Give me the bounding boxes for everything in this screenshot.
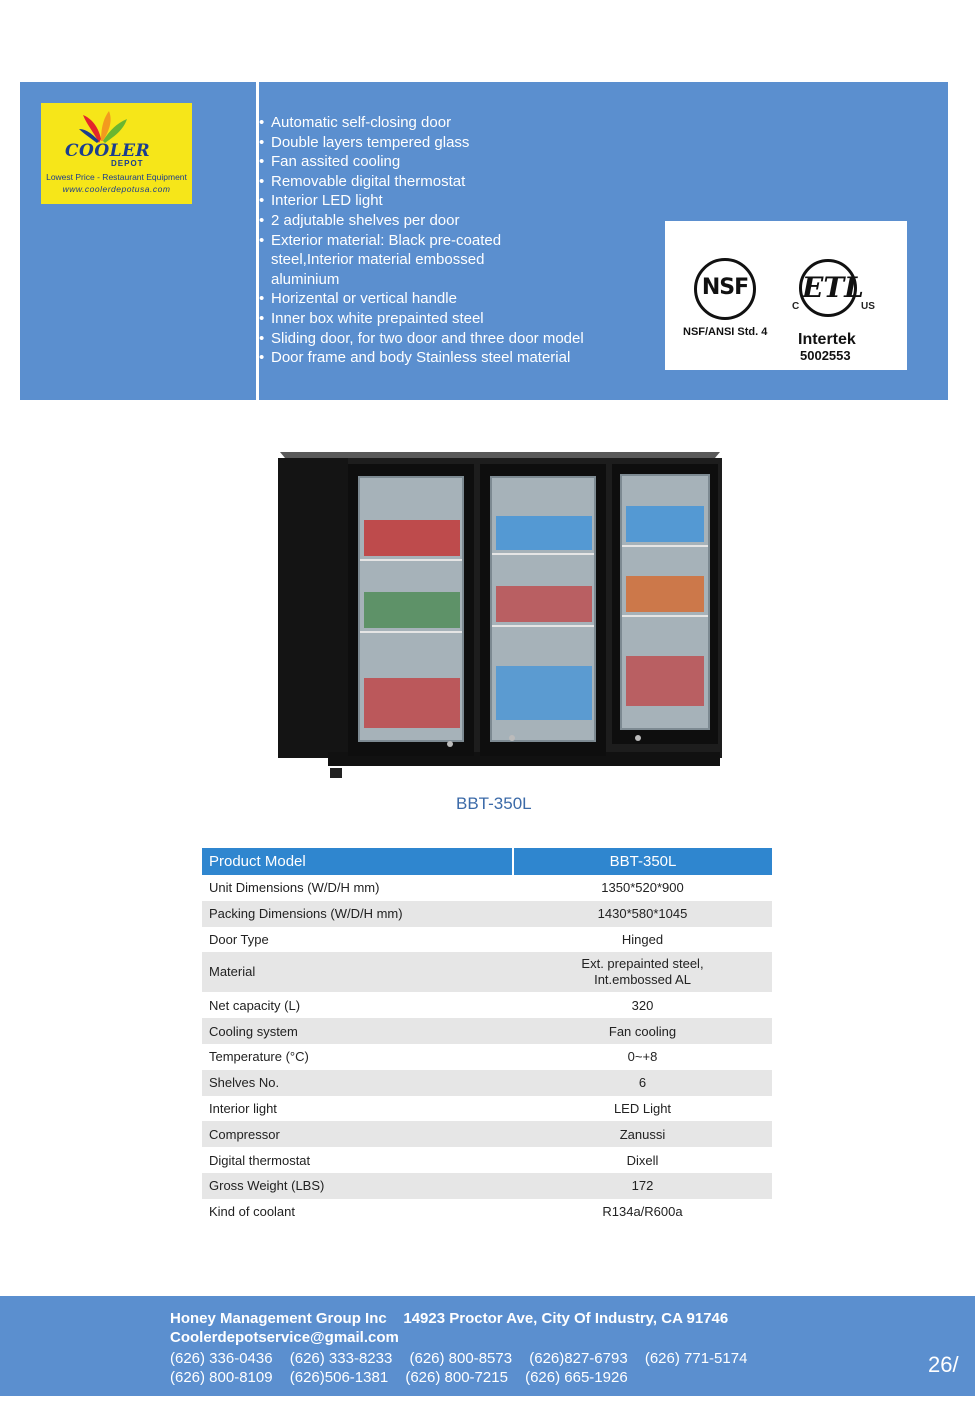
intertek-number: 5002553: [800, 348, 851, 363]
spec-value: 1430*580*1045: [513, 901, 772, 927]
phone-number[interactable]: (626) 800-7215: [405, 1369, 508, 1386]
phone-number[interactable]: (626)827-6793: [529, 1350, 628, 1367]
phone-number[interactable]: (626)506-1381: [289, 1369, 389, 1386]
spec-value: [513, 952, 772, 992]
company-address: [170, 1310, 728, 1327]
phone-number[interactable]: (626) 800-8573: [409, 1350, 513, 1367]
feature-item: • Exterior material: Black pre-coated steel,Interior material embossed aluminium: [259, 231, 511, 290]
product-model-caption: BBT-350L: [456, 794, 532, 813]
phone-number[interactable]: (626) 771-5174: [644, 1350, 748, 1367]
feature-list: [259, 113, 651, 368]
spec-table: [202, 848, 772, 1225]
spec-value: Hinged: [621, 931, 664, 947]
table-row: [202, 1070, 772, 1096]
table-header-row: [202, 848, 772, 875]
feature-item: • Fan assited cooling: [259, 152, 651, 172]
flower-icon: [79, 109, 139, 145]
feature-item: • Removable digital thermostat: [259, 172, 651, 192]
spec-label: Unit Dimensions (W/D/H mm): [209, 880, 380, 896]
feature-item: • Automatic self-closing door: [259, 113, 651, 133]
address: 14923 Proctor Ave, City Of Industry, CA 91746: [403, 1310, 729, 1327]
feature-item: • Sliding door, for two door and three door model: [259, 329, 651, 349]
email-link[interactable]: Coolerdepotservice@gmail.com: [170, 1329, 399, 1346]
feature-item: • Double layers tempered glass: [259, 133, 651, 153]
table-row: [202, 1018, 772, 1044]
spec-label: Interior light: [209, 1100, 277, 1116]
table-row: [202, 875, 772, 901]
spec-value: Fan cooling: [513, 1018, 772, 1044]
etl-us-mark: US: [861, 301, 875, 312]
feature-item: • Door frame and body Stainless steel material: [259, 348, 651, 368]
spec-label: Digital thermostat: [209, 1152, 311, 1168]
spec-label: Compressor: [202, 1121, 513, 1147]
table-row: [202, 1173, 772, 1199]
spec-label: Cooling system: [202, 1018, 513, 1044]
phone-row: [170, 1368, 760, 1387]
logo-tagline: Lowest Price - Restaurant Equipment: [46, 172, 187, 182]
company-name: Honey Management Group Inc: [170, 1310, 387, 1327]
spec-label: Gross Weight (LBS): [202, 1173, 513, 1199]
phone-number[interactable]: (626) 800-8109: [170, 1369, 273, 1386]
spec-value: 0~+8: [627, 1049, 658, 1065]
etl-c-mark: C: [792, 301, 800, 312]
table-row: [202, 1096, 772, 1122]
feature-item: • Interior LED light: [259, 191, 651, 211]
cooler-depot-logo: [41, 103, 192, 204]
spec-label: Temperature (°C): [209, 1049, 309, 1065]
phone-list: [170, 1349, 760, 1387]
spec-label: Door Type: [209, 931, 269, 947]
spec-value-line: Ext. prepainted steel,: [581, 956, 704, 972]
spec-label: Shelves No.: [202, 1070, 513, 1096]
logo-subname: DEPOT: [111, 159, 144, 168]
spec-value: 6: [513, 1070, 772, 1096]
nsf-logo: NSF: [694, 258, 756, 320]
table-row: [202, 992, 772, 1018]
table-row: [202, 1121, 772, 1147]
product-image: [276, 446, 726, 780]
spec-value: Zanussi: [513, 1121, 772, 1147]
table-row: [202, 952, 772, 992]
etl-logo: ETL: [799, 259, 857, 317]
phone-number[interactable]: (626) 333-8233: [289, 1350, 393, 1367]
table-row: [202, 1147, 772, 1173]
table-row: [202, 1199, 772, 1225]
table-row: [202, 927, 772, 953]
logo-name: COOLER: [65, 141, 151, 161]
feature-item: • Horizental or vertical handle: [259, 289, 651, 309]
table-header-value: BBT-350L: [513, 848, 772, 875]
spec-label: Net capacity (L): [209, 997, 301, 1013]
table-row: [202, 1044, 772, 1070]
contact-footer: [0, 1296, 975, 1396]
feature-item: • Inner box white prepainted steel: [259, 309, 651, 329]
table-header-label: Product Model: [202, 848, 513, 875]
phone-number[interactable]: (626) 665-1926: [525, 1369, 628, 1386]
spec-value: R134a/R600a: [602, 1204, 683, 1220]
intertek-label: Intertek: [798, 331, 856, 348]
certification-panel: [665, 221, 907, 370]
spec-label: Kind of coolant: [209, 1204, 296, 1220]
phone-row: [170, 1349, 760, 1368]
spec-value: Dixell: [626, 1152, 659, 1168]
phone-number[interactable]: (626) 336-0436: [170, 1350, 273, 1367]
page-number: 26/: [928, 1352, 959, 1377]
spec-value: 1350*520*900: [601, 880, 684, 896]
spec-label: Packing Dimensions (W/D/H mm): [202, 901, 513, 927]
spec-value: 172: [513, 1173, 772, 1199]
feature-item: • 2 adjutable shelves per door: [259, 211, 651, 231]
spec-value: LED Light: [613, 1100, 672, 1116]
table-row: [202, 901, 772, 927]
logo-url: www.coolerdepotusa.com: [62, 184, 171, 194]
spec-value: 320: [631, 997, 654, 1013]
spec-label: Material: [202, 952, 513, 992]
nsf-standard: NSF/ANSI Std. 4: [683, 326, 768, 338]
spec-value-line: Int.embossed AL: [594, 972, 691, 988]
